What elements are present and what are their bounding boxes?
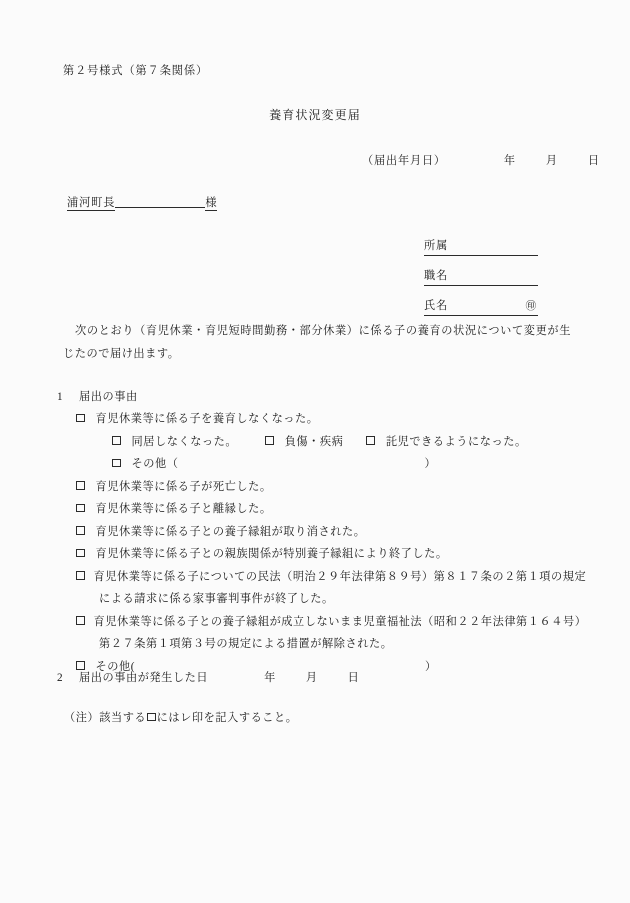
checkbox-icon[interactable]: [112, 459, 121, 468]
signer-block: [424, 233, 538, 323]
name-label: 氏名: [424, 300, 449, 312]
section1-title: 届出の事由: [79, 391, 138, 403]
checkbox-icon[interactable]: [112, 436, 121, 445]
close-paren: ）: [424, 458, 437, 470]
checkbox-label-continuation: 第２７条第１項第３号の規定による措置が解除された。: [99, 638, 393, 650]
checkbox-icon[interactable]: [76, 616, 85, 625]
checkbox-row[interactable]: [57, 543, 597, 566]
submission-date-line: [362, 152, 600, 168]
section2-number: 2: [57, 672, 64, 684]
intro-paragraph: [63, 320, 571, 366]
sub-option-label: 託児できるようになった。: [385, 435, 527, 448]
year-label: 年: [264, 672, 276, 684]
checkbox-label: 育児休業等に係る子が死亡した。: [95, 480, 272, 493]
seal-icon: ㊞: [525, 301, 537, 312]
submission-date-label: （届出年月日）: [362, 155, 446, 167]
position-field[interactable]: [424, 263, 538, 286]
page-title: 養育状況変更届: [269, 108, 361, 122]
checkbox-label: 育児休業等に係る子と離縁した。: [95, 503, 272, 515]
footnote-prefix: （注）該当する: [64, 712, 147, 724]
checkbox-label: 育児休業等に係る子との養子縁組が成立しないまま児童福祉法（昭和２２年法律第１６４号）: [93, 615, 587, 628]
addressee-recipient: 浦河町長: [67, 197, 116, 209]
other-label: その他: [95, 660, 131, 673]
checkbox-row[interactable]: [57, 498, 597, 521]
checkbox-icon[interactable]: [76, 504, 85, 513]
checkbox-icon[interactable]: [76, 481, 85, 490]
open-paren: (: [130, 660, 135, 673]
sub-other-row[interactable]: [57, 453, 597, 476]
checkbox-row[interactable]: [57, 408, 597, 431]
position-label: 職名: [424, 270, 449, 282]
checkbox-icon[interactable]: [76, 571, 85, 580]
checkbox-row[interactable]: [57, 566, 597, 611]
addressee-blank[interactable]: [115, 194, 205, 208]
open-paren: （: [166, 458, 179, 470]
checkbox-icon[interactable]: [76, 526, 85, 535]
month-label: 月: [545, 155, 558, 167]
sub-option-label: 同居しなくなった。: [131, 435, 238, 448]
reason-checkbox-list: [57, 408, 597, 678]
checkbox-icon[interactable]: [366, 436, 375, 445]
day-label: 日: [587, 155, 600, 167]
checkbox-label: 育児休業等に係る子についての民法（明治２９年法律第８９号）第８１７条の２第１項の規定: [93, 570, 587, 583]
checkbox-icon[interactable]: [265, 436, 274, 445]
checkbox-label-continuation: による請求に係る家事審判事件が終了した。: [99, 593, 334, 605]
day-label: 日: [347, 672, 360, 684]
checkbox-icon[interactable]: [76, 549, 85, 558]
addressee-honorific: 様: [205, 197, 218, 209]
footnote: [64, 709, 298, 725]
section2-heading: [57, 667, 597, 689]
section2-title: 届出の事由が発生した日: [79, 672, 209, 684]
checkbox-label: 育児休業等に係る子との親族関係が特別養子縁組により終了した。: [95, 548, 448, 560]
checkbox-icon[interactable]: [76, 414, 85, 423]
checkbox-label: 育児休業等に係る子との養子縁組が取り消された。: [95, 525, 366, 538]
form-number: 第２号様式（第７条関係）: [63, 65, 209, 77]
year-label: 年: [503, 155, 516, 167]
affiliation-label: 所属: [424, 240, 449, 252]
month-label: 月: [305, 672, 318, 684]
footnote-suffix: にはレ印を記入すること。: [156, 712, 298, 724]
intro-text: 次のとおり（育児休業・育児短時間勤務・部分休業）に係る子の養育の状況について変更が生じたので届け出ます。: [63, 325, 571, 360]
name-field[interactable]: [424, 293, 538, 316]
close-paren: ）: [425, 660, 437, 673]
checkbox-label: 育児休業等に係る子を養育しなくなった。: [95, 413, 319, 425]
section1-number: 1: [57, 391, 64, 403]
sub-option-row[interactable]: [57, 431, 597, 454]
sub-option-label: 負傷・疾病: [284, 435, 344, 448]
sub-other-label: その他: [131, 458, 167, 470]
checkbox-icon: [147, 713, 156, 722]
addressee-line: [67, 194, 217, 210]
section-reasons: [57, 386, 597, 678]
section-occurrence-date: [57, 667, 597, 689]
checkbox-row[interactable]: [57, 521, 597, 544]
affiliation-field[interactable]: [424, 233, 538, 256]
checkbox-row[interactable]: [57, 476, 597, 499]
checkbox-row[interactable]: [57, 611, 597, 656]
section1-heading: [57, 386, 597, 408]
